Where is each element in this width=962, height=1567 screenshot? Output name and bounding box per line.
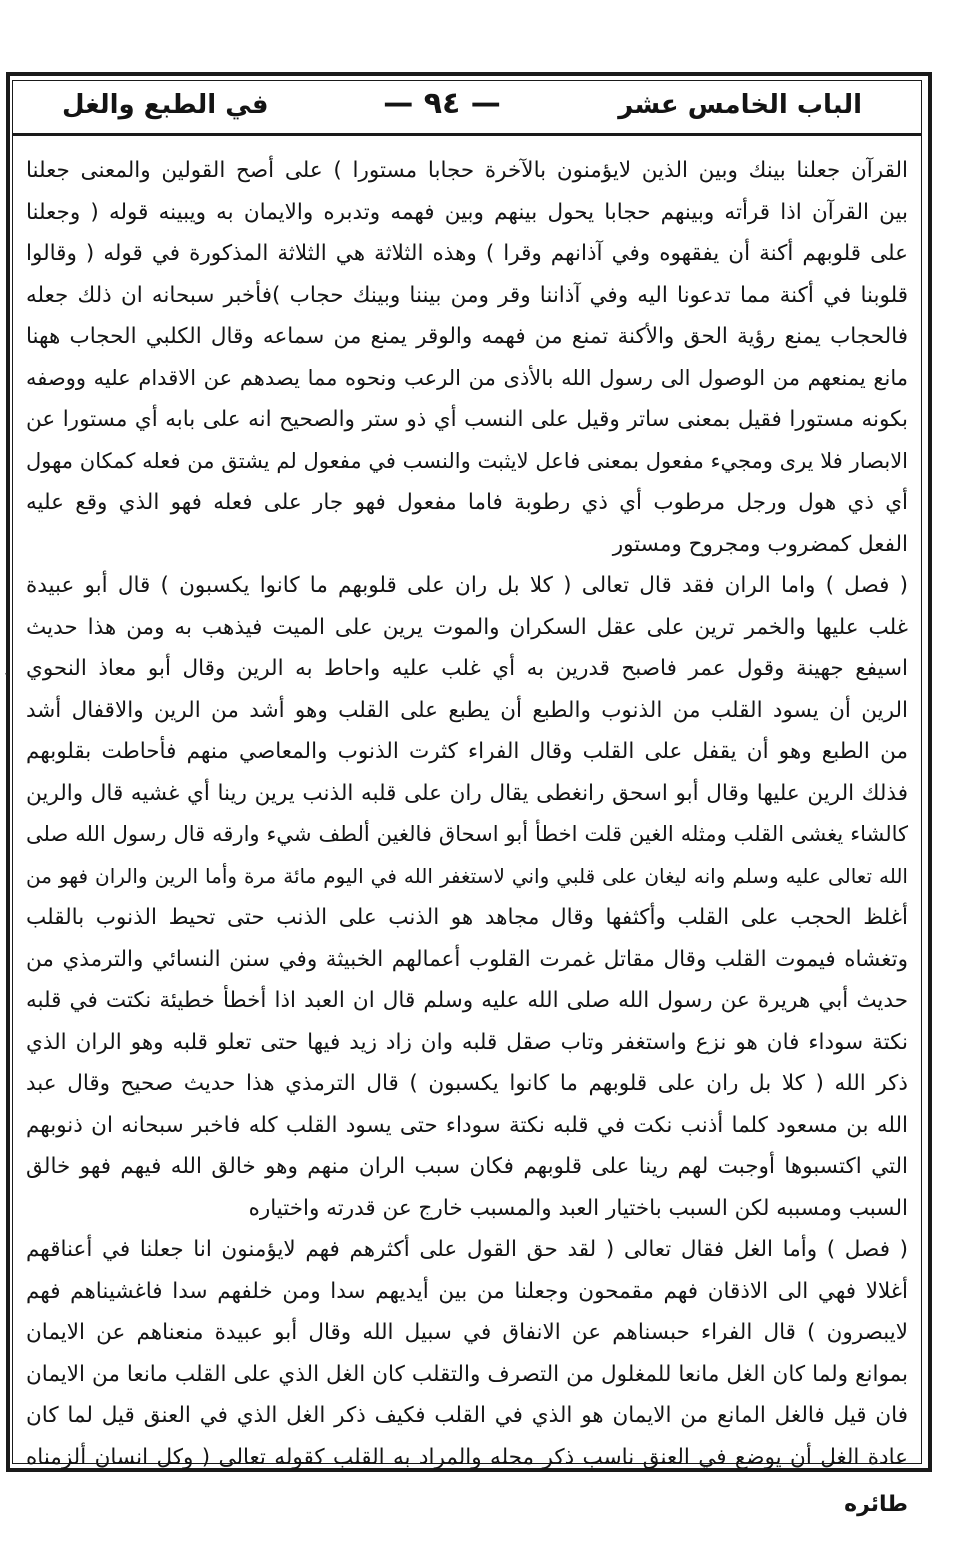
text-line: على قلوبهم أكنة أن يفقهوه وفي آذانهم وقرا ) وهذه الثلاثة هي الثلاثة المذكورة في قوله ( وقالوا [26,241,908,266]
page-body-text [26,150,908,1470]
text-line: عادة الغل أن يوضع في العنق ناسب ذكر محله والمراد به القلب كقوله تعالى ( وكل انسان ألزمناه [26,1444,908,1470]
text-line: بين القرآن اذا قرأته وبينهم حجابا يحول بينهم وبين فهمه وتدبره والايمان به ويبينه قوله ( وجعلنا [26,199,908,225]
text-line: فان قيل فالغل المانع من الايمان هو الذي في القلب فكيف ذكر الغل الذي في العنق قيل لما كان [26,1403,908,1428]
text-line: التي اكتسبوها أوجبت لهم رينا على قلوبهم فكان سبب الران منهم وهو خالق الله فيهم فهو خالق [26,1154,908,1179]
text-line: أغلظ الحجب على القلب وأكثفها وقال مجاهد هو الذنب على الذنب حتى تحيط الذنوب بالقلب [26,905,908,930]
text-line: أغلالا فهي الى الاذقان فهم مقمحون وجعلنا من بين أيديهم سدا ومن خلفهم سدا فاغشيناهم فهم [26,1278,908,1304]
text-line: فذلك الرين عليها وقال أبو اسحق رانغطى يقال ران على قلبه الذنب يرين رينا أي غشيه قال والرين [26,780,908,806]
text-line: الابصار فلا يرى ومجيء مفعول بمعنى فاعل لايثبت والنسب في مفعول لم يشتق من فعله كمكان مهول [26,448,908,473]
section-title: في الطبع والغل [62,90,269,120]
text-line: كالشاء يغشى القلب ومثله الغين قلت اخطأ أبو اسحاق فالغين ألطف شيء وارقه قال رسول الله صلى [26,822,908,846]
text-line: الفعل كمضروب ومجروح ومستور [612,531,908,557]
text-line: السبب ومسببه لكن السبب باختيار العبد والمسبب خارج عن قدرته واختياره [248,1195,908,1221]
text-line: حديث أبي هريرة عن رسول الله صلى الله عليه وسلم قال ان العبد اذا أخطأ خطيئة نكتت في قلبه [26,988,908,1013]
margin-tick-mark: · [4,667,8,681]
text-line: وتغشاه فيموت القلب وقال مقاتل غمرت القلوب أعمالهم الخبيثة وفي سنن النسائي والترمذي من [26,946,908,972]
text-line: بكونه مستورا فقيل بمعنى ساتر وقيل على النسب أي ذو ستر والصحيح انه على بابه أي مستورا عن [26,407,908,432]
text-line: غلب عليها والخمر ترين على عقل السكران والموت يرين على الميت فيذهب به ومن هذا حديث [26,614,908,640]
chapter-title: الباب الخامس عشر [618,90,862,120]
text-line: اسيفع جهينة وقول عمر فاصبح قدرين به أي غلب عليه واحاط به الرين وقال أبو معاذ النحوي [26,656,908,681]
text-line: ( فصل ) وأما الغل فقال تعالى ( لقد حق القول على أكثرهم فهم لايؤمنون انا جعلنا في أعناقهم [26,1237,908,1262]
text-line: مانع يمنعهم من الوصول الى رسول الله بالأذى من الرعب ونحوه مما يصدهم عن الاقدام عليه ووصفه [26,365,908,390]
text-line: نكتة سوداء فان هو نزع واستغفر وتاب صقل قلبه وان زاد زيد فيها حتى تعلو قلبه وهو الران الذي [26,1029,908,1055]
text-line: ( فصل ) واما الران فقد قال تعالى ( كلا بل ران على قلوبهم ما كانوا يكسبون ) قال أبو عبيدة [26,573,908,598]
text-line: ذكر الله ( كلا بل ران على قلوبهم ما كانوا يكسبون ) قال الترمذي هذا حديث صحيح وقال عبد [26,1071,908,1096]
text-line: الرين أن يسود القلب من الذنوب والطبع أن يطبع على القلب وهو أشد من الرين والاقفال أشد [26,697,908,723]
text-line: الله بن مسعود كلما أذنب نكت في قلبه نكتة سوداء حتى يسود القلب كله فاخبر سبحانه ان ذنوبهم [26,1112,908,1138]
running-header [12,80,922,136]
text-line: بموانع ولما كان الغل مانعا للمغلول من التصرف والتقلب كان الغل الذي على القلب مانعا من الايمان [26,1361,908,1387]
text-line: لايبصرون ) قال الفراء حبسناهم عن الانفاق في سبيل الله وقال أبو عبيدة منعناهم عن الايمان [26,1320,908,1345]
text-line: الله تعالى عليه وسلم وانه ليغان على قلبي واني لاستغفر الله في اليوم مائة مرة وأما الرين والران فهو من [26,863,908,888]
text-line: القرآن جعلنا بينك وبين الذين لايؤمنون بالآخرة حجابا مستورا ) على أصح القولين والمعنى جعلنا [26,158,908,183]
text-line: أي ذي هول ورجل مرطوب أي ذي رطوبة فاما مفعول فهو جار على فعله فهو الذي وقع عليه [26,490,908,515]
text-line: قلوبنا في أكنة مما تدعونا اليه وفي آذاننا وقر ومن بيننا وبينك حجاب )فأخبر سبحانه ان ذلك جعله [26,282,908,308]
text-line: من الطبع وهو أن يقفل على القلب وقال الفراء كثرت الذنوب والمعاصي منهم فأحاطت بقلوبهم [26,739,908,764]
catchword: طائره [844,1492,908,1517]
page-number: — ٩٤ — [383,86,501,121]
text-line: فالحجاب يمنع رؤية الحق والأكنة تمنع من فهمه والوقر يمنع من سماعه وقال الكلبي الحجاب ههنا [26,324,908,349]
